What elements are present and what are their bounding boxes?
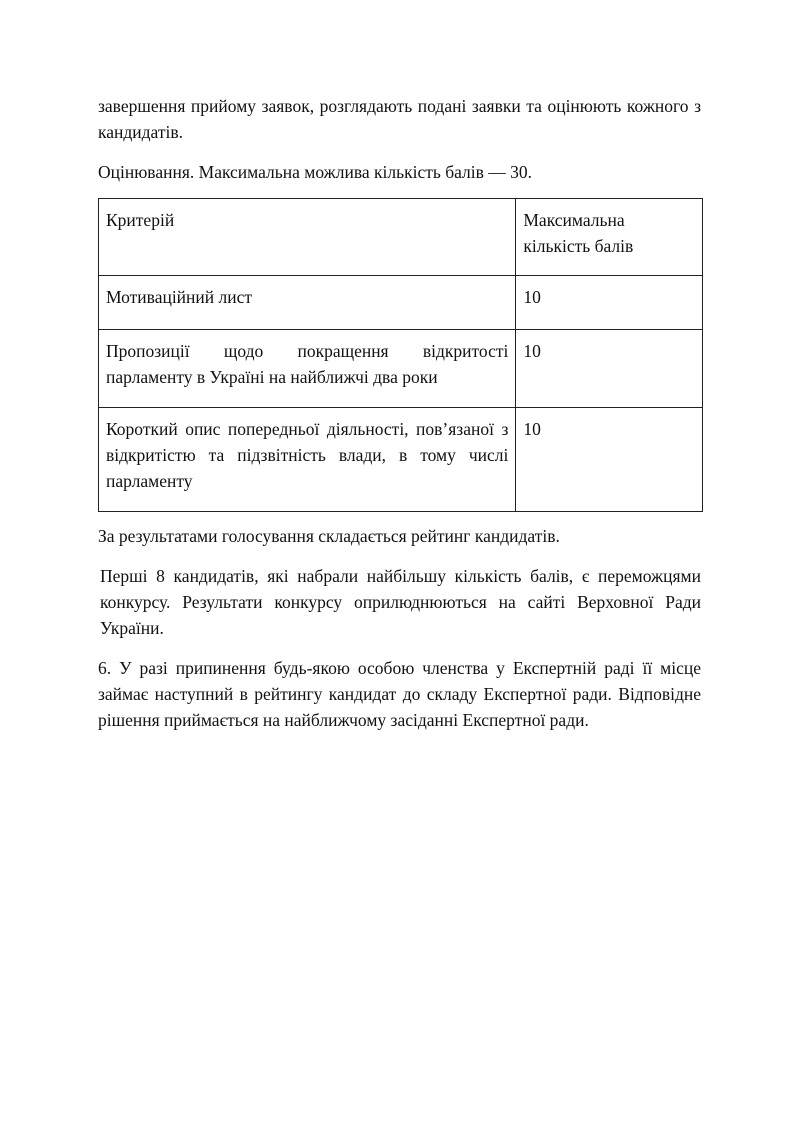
rating-paragraph: За результатами голосування складається рейтинг кандидатів. — [98, 526, 560, 546]
criterion-cell: Короткий опис попередньої діяльності, пов’язаної з відкритістю та підзвітність влади, в тому числі парламенту — [99, 408, 516, 512]
intro-paragraph: завершення прийому заявок, розглядають подані заявки та оцінюють кожного з кандидатів. — [98, 96, 701, 142]
points-cell: 10 — [516, 276, 703, 330]
point-6-paragraph: 6. У разі припинення будь-якою особою членства у Експертній раді її місце займає наступний в рейтингу кандидат до складу Експертної ради. Відповідне рішення приймається на найближчому засіданні Експертної ради. — [98, 658, 701, 730]
evaluation-paragraph: Оцінювання. Максимальна можлива кількість балів — 30. — [98, 162, 533, 182]
criterion-cell: Пропозиції щодо покращення відкритості парламенту в Україні на найближчі два роки — [99, 330, 516, 408]
criterion-cell: Мотиваційний лист — [99, 276, 516, 330]
criteria-table — [98, 198, 703, 512]
header-criterion: Критерій — [99, 199, 516, 276]
document-page — [98, 93, 701, 733]
header-max-points: Максимальна кількість балів — [516, 199, 703, 276]
points-cell: 10 — [516, 330, 703, 408]
winners-paragraph: Перші 8 кандидатів, які набрали найбільшу кількість балів, є переможцями конкурсу. Результати конкурсу оприлюднюються на сайті Верховної Ради України. — [100, 566, 701, 638]
table-row — [99, 276, 703, 330]
table-row — [99, 330, 703, 408]
table-row — [99, 408, 703, 512]
points-cell: 10 — [516, 408, 703, 512]
table-header-row — [99, 199, 703, 276]
